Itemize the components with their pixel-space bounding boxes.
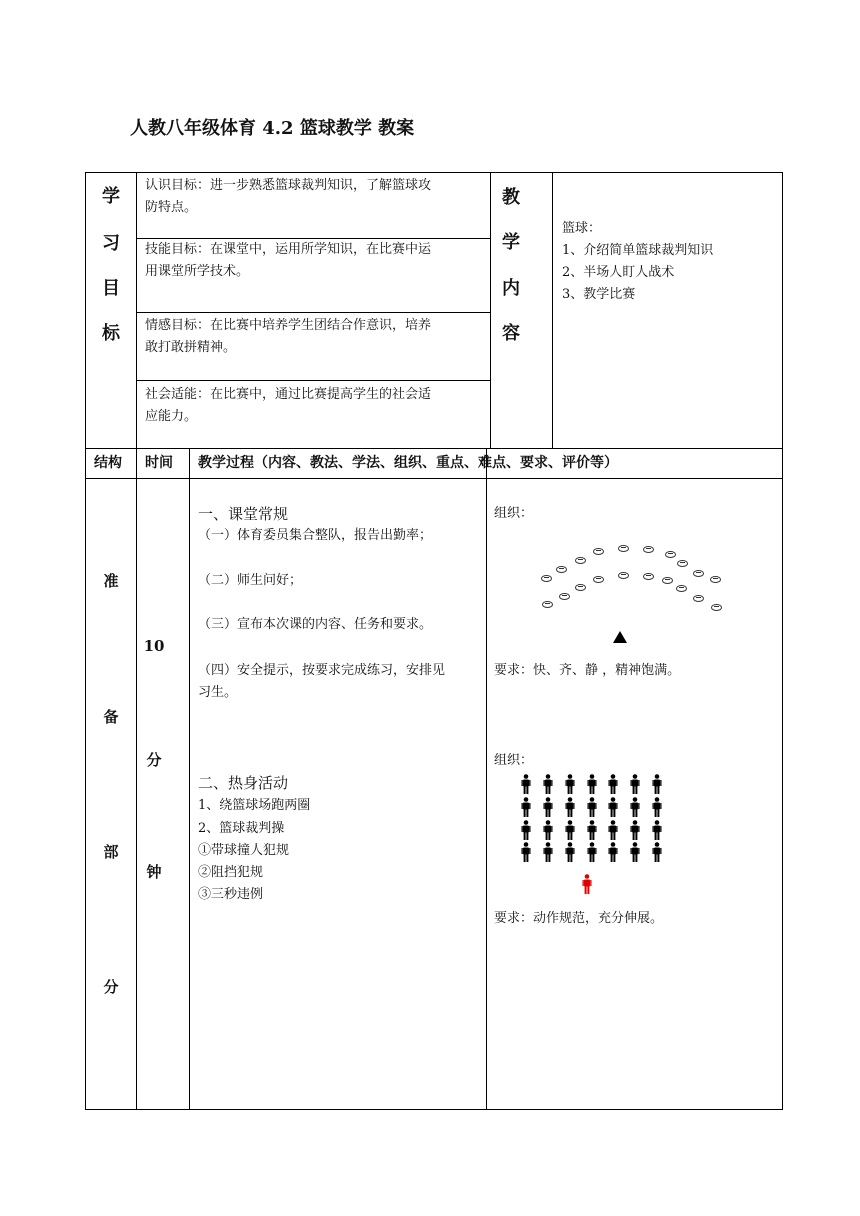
student-oval-icon [542, 601, 553, 608]
section-name-char: 部 [103, 843, 119, 861]
student-figure-icon [543, 820, 553, 840]
part2-item: ①带球撞人犯规 [198, 843, 290, 858]
section-name-char: 准 [103, 572, 119, 590]
part2-item: ③三秒违例 [198, 887, 264, 902]
header-time: 时间 [145, 455, 173, 471]
student-figure-icon [608, 820, 618, 840]
header-structure: 结构 [94, 455, 122, 471]
part2-item: 2、篮球裁判操 [198, 821, 285, 836]
student-figure-icon [652, 842, 662, 862]
student-oval-icon [693, 595, 704, 602]
part2-heading: 二、热身活动 [198, 774, 289, 792]
student-figure-icon [608, 842, 618, 862]
student-oval-icon [618, 572, 629, 579]
org1-label: 组织： [494, 506, 534, 521]
student-oval-icon [556, 566, 567, 573]
org1-requirement: 要求：快、齐、静 ，精神饱满。 [494, 663, 681, 678]
student-figure-icon [587, 774, 597, 794]
teacher-figure-icon [582, 874, 592, 894]
document-title: 人教八年级体育 4.2 篮球教学 教案 [130, 118, 415, 139]
student-figure-icon [630, 774, 640, 794]
student-oval-icon [676, 585, 687, 592]
student-figure-icon [630, 842, 640, 862]
part2-item: ②阻挡犯规 [198, 865, 264, 880]
objective-skill: 技能目标：在课堂中，运用所学知识，在比赛中运 用课堂所学技术。 [145, 242, 432, 279]
student-oval-icon [693, 570, 704, 577]
section-name-char: 备 [103, 708, 119, 726]
student-figure-icon [521, 774, 531, 794]
student-figure-icon [565, 797, 575, 817]
part2-item: 1、绕篮球场跑两圈 [198, 798, 311, 813]
student-figure-icon [565, 774, 575, 794]
student-figure-icon [608, 797, 618, 817]
student-figure-icon [565, 820, 575, 840]
student-oval-icon [541, 575, 552, 582]
part1-item: （一）体育委员集合整队，报告出勤率； [198, 528, 433, 543]
student-figure-icon [521, 797, 531, 817]
time-unit-char: 分 [146, 751, 162, 769]
student-figure-icon [543, 774, 553, 794]
objectives-heading-char: 学 [102, 186, 120, 207]
header-process: 教学过程（内容、教法、学法、组织、重点、难点、要求、评价等） [198, 455, 618, 471]
student-figure-icon [521, 842, 531, 862]
content-list: 篮球： 1、介绍简单篮球裁判知识 2、半场人盯人战术 3、教学比赛 [562, 221, 714, 302]
content-heading-char: 内 [502, 278, 520, 299]
student-figure-icon [521, 820, 531, 840]
time-unit-char: 钟 [146, 863, 162, 881]
content-heading-char: 教 [502, 187, 520, 208]
student-figure-icon [587, 820, 597, 840]
part1-item-safety: （四）安全提示，按要求完成练习，安排见 习生。 [198, 663, 446, 700]
student-figure-icon [543, 797, 553, 817]
objectives-heading-char: 标 [102, 323, 120, 344]
student-figure-icon [543, 842, 553, 862]
objective-social: 社会适能：在比赛中，通过比赛提高学生的社会适 应能力。 [145, 387, 432, 424]
time-value: 10 [143, 637, 165, 655]
student-oval-icon [593, 548, 604, 555]
student-oval-icon [643, 546, 654, 553]
objectives-heading-char: 目 [102, 278, 120, 299]
student-oval-icon [575, 557, 586, 564]
student-oval-icon [593, 576, 604, 583]
org2-requirement: 要求：动作规范，充分伸展。 [494, 911, 664, 926]
student-oval-icon [665, 551, 676, 558]
part1-heading: 一、课堂常规 [198, 505, 289, 523]
teacher-triangle-icon [613, 631, 627, 643]
student-oval-icon [575, 584, 586, 591]
part1-item: （三）宣布本次课的内容、任务和要求。 [198, 617, 433, 632]
student-oval-icon [711, 604, 722, 611]
content-heading-char: 学 [502, 232, 520, 253]
student-oval-icon [710, 576, 721, 583]
student-figure-icon [630, 820, 640, 840]
student-figure-icon [608, 774, 618, 794]
student-figure-icon [652, 774, 662, 794]
objectives-heading-char: 习 [102, 233, 120, 254]
student-figure-icon [630, 797, 640, 817]
student-figure-icon [587, 797, 597, 817]
student-oval-icon [643, 573, 654, 580]
student-figure-icon [587, 842, 597, 862]
student-oval-icon [662, 577, 673, 584]
student-oval-icon [559, 593, 570, 600]
part1-item: （二）师生问好； [198, 573, 303, 588]
student-figure-icon [652, 797, 662, 817]
objective-affective: 情感目标：在比赛中培养学生团结合作意识，培养 敢打敢拼精神。 [145, 318, 432, 355]
student-oval-icon [677, 560, 688, 567]
org2-label: 组织： [494, 753, 534, 768]
section-name-char: 分 [103, 978, 119, 996]
student-figure-icon [565, 842, 575, 862]
student-figure-icon [652, 820, 662, 840]
objective-cognitive: 认识目标：进一步熟悉篮球裁判知识，了解篮球攻 防特点。 [145, 178, 432, 215]
student-oval-icon [618, 545, 629, 552]
content-heading-char: 容 [502, 323, 520, 344]
